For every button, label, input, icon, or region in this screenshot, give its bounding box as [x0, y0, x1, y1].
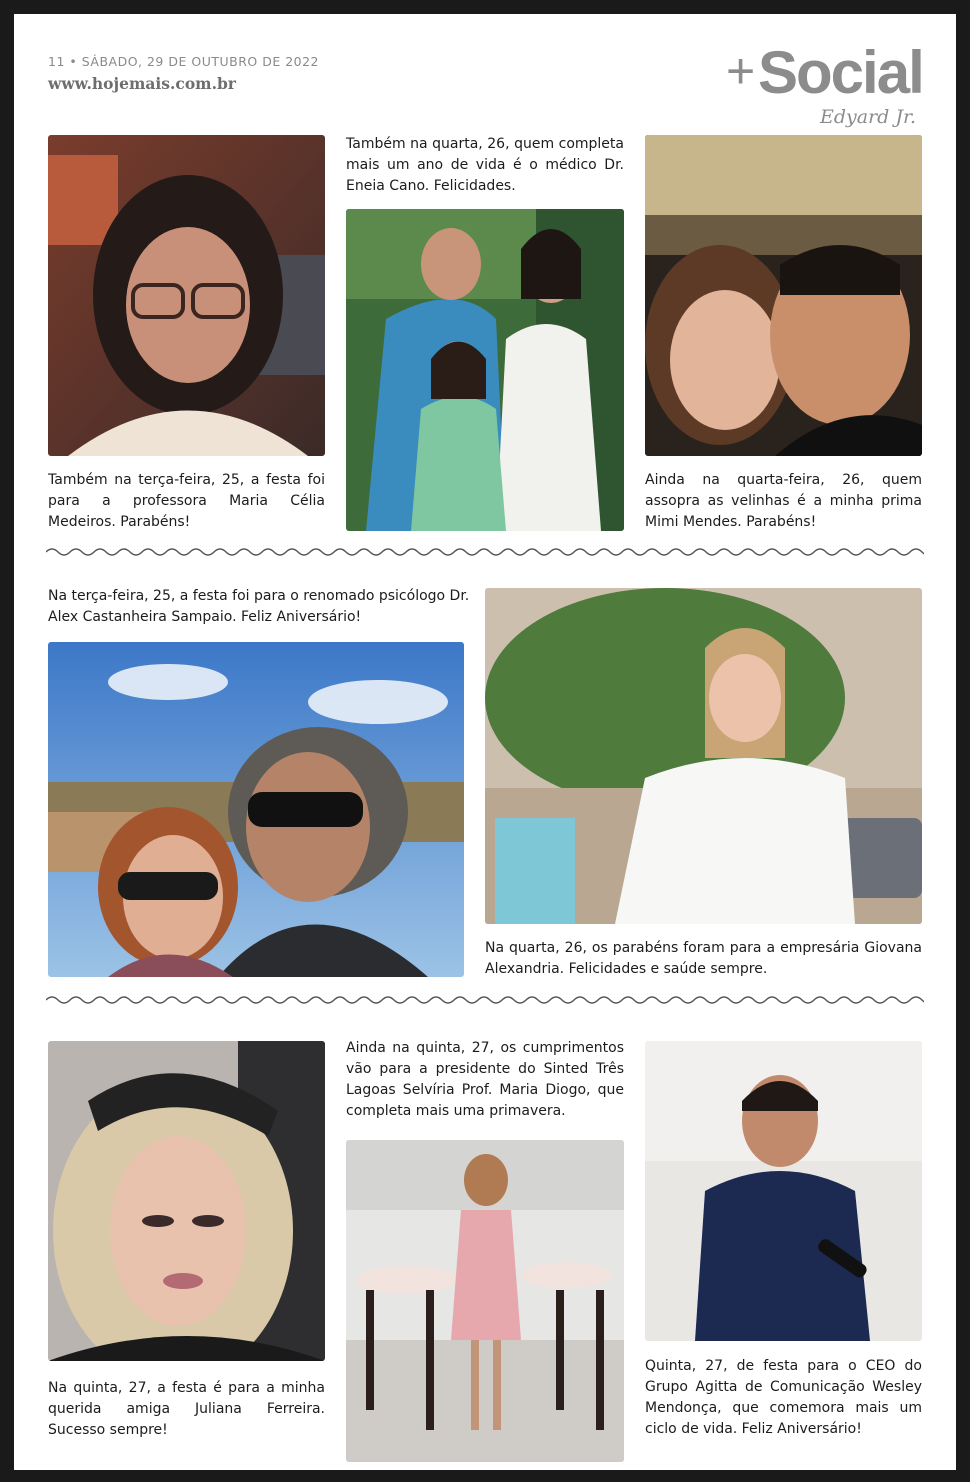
social-column-logo [722, 38, 922, 134]
photo-maria-celia [48, 135, 325, 456]
photo-alex-sampaio [48, 642, 464, 977]
wavy-divider [46, 994, 924, 1006]
photo-juliana-ferreira [48, 1041, 325, 1361]
site-url[interactable]: www.hojemais.com.br [48, 74, 236, 93]
caption-juliana-ferreira: Na quinta, 27, a festa é para a minha querida amiga Juliana Ferreira. Sucesso sempre! [48, 1380, 325, 1438]
photo-eneia-cano-family [346, 209, 624, 531]
caption-maria-celia: Também na terça-feira, 25, a festa foi para a professora Maria Célia Medeiros. Parabéns! [48, 472, 325, 530]
caption-alex-sampaio: Na terça-feira, 25, a festa foi para o renomado psicólogo Dr. Alex Castanheira Sampaio. Feliz Aniversário! [48, 588, 470, 625]
logo-plus: + [726, 43, 756, 99]
caption-eneia-cano: Também na quarta, 26, quem completa mais um ano de vida é o médico Dr. Eneia Cano. Felicidades. [346, 136, 624, 194]
page-number-date: 11 • SÁBADO, 29 DE OUTUBRO DE 2022 [48, 54, 320, 69]
caption-wesley-mendonca: Quinta, 27, de festa para o CEO do Grupo Agitta de Comunicação Wesley Mendonça, que comemora mais um ciclo de vida. Feliz Aniversário! [645, 1358, 922, 1437]
photo-giovana-alexandria [485, 588, 922, 924]
wavy-divider [46, 546, 924, 558]
logo-word: Social [758, 39, 923, 106]
logo-signature: Edyard Jr. [819, 106, 916, 128]
caption-maria-diogo: Ainda na quinta, 27, os cumprimentos vão para a presidente do Sinted Três Lagoas Selvíria Prof. Maria Diogo, que completa mais uma primavera. [346, 1040, 624, 1119]
photo-mimi-mendes [645, 135, 922, 456]
photo-wesley-mendonca [645, 1041, 922, 1341]
newspaper-page [14, 14, 956, 1470]
photo-maria-diogo [346, 1140, 624, 1462]
caption-mimi-mendes: Ainda na quarta-feira, 26, quem assopra as velinhas é a minha prima Mimi Mendes. Parabéns! [645, 472, 922, 530]
caption-giovana-alexandria: Na quarta, 26, os parabéns foram para a empresária Giovana Alexandria. Felicidades e saúde sempre. [485, 940, 922, 977]
